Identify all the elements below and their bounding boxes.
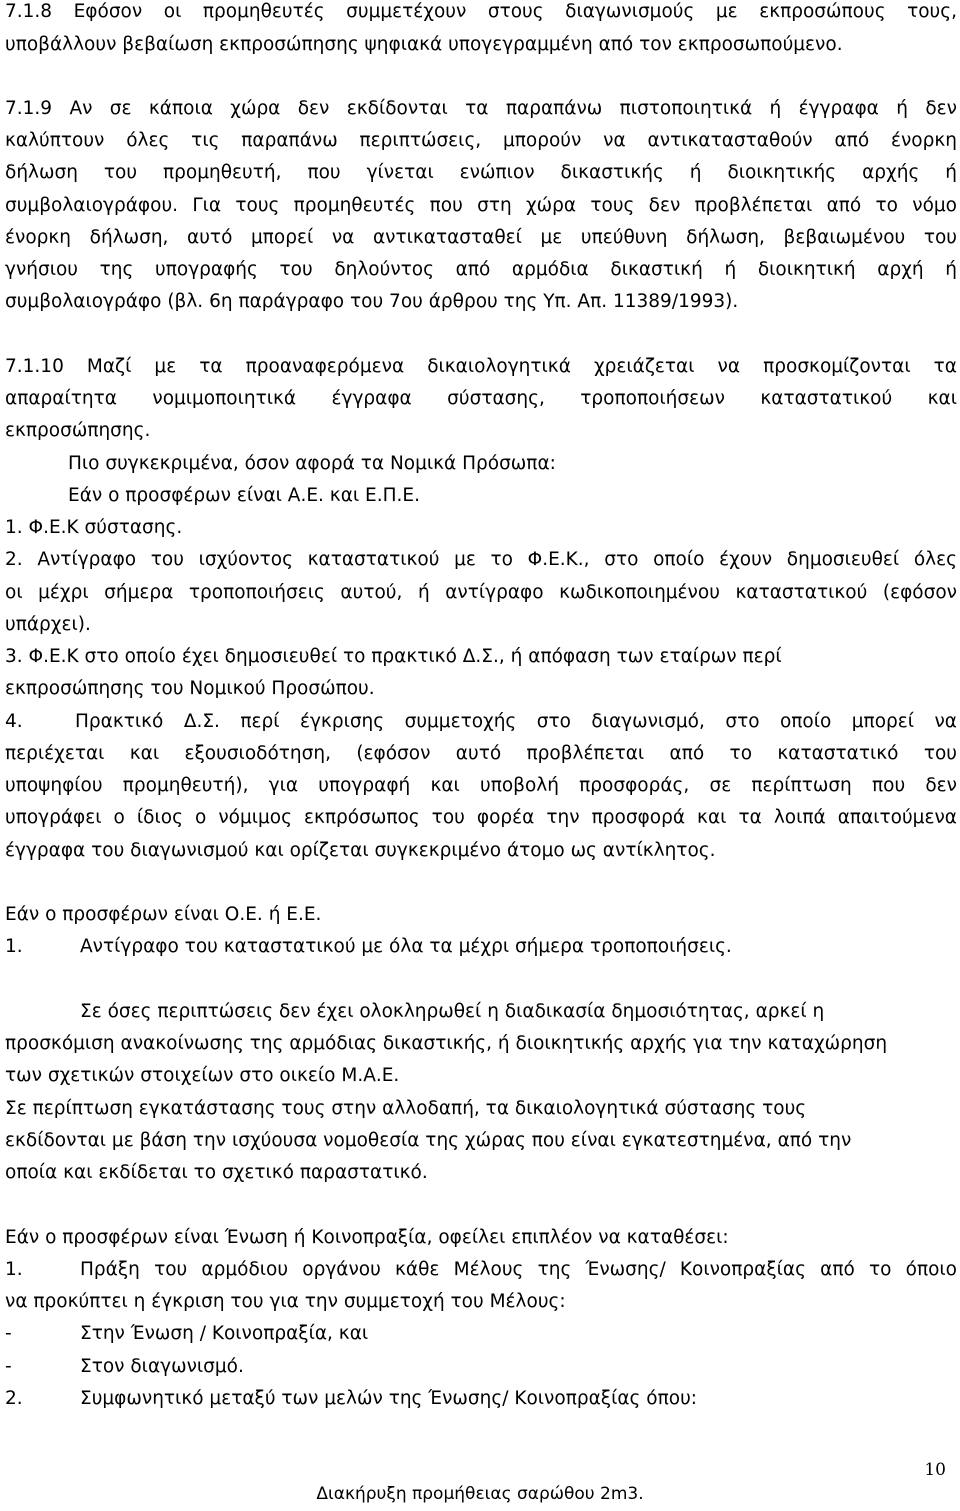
ae-epe-heading: Εάν ο προσφέρων είναι Α.Ε. και Ε.Π.Ε. [68, 485, 420, 506]
ae-item-2-line: 2. Αντίγραφο του ισχύοντος καταστατικού με το Φ.Ε.Κ., στο οποίο έχουν δημοσιευθεί όλες [5, 549, 957, 570]
ae-item-4-text: Πρακτικό Δ.Σ. περί έγκρισης συμμετοχής στο διαγωνισμό, στο οποίο μπορεί να [75, 711, 957, 732]
para-719-line: συμβολαιογράφο (βλ. 6η παράγραφο του 7ου άρθρου της Υπ. Απ. 11389/1993). [5, 291, 739, 312]
ae-item-4-line: έγγραφα του διαγωνισμού και ορίζεται συγκεκριμένο άτομο ως αντίκλητος. [5, 840, 716, 861]
jv-item-1-line [5, 1258, 957, 1282]
jv-dash-2-text: Στον διαγωνισμό. [80, 1356, 244, 1377]
page-footer: Διακήρυξη προμήθειας σαρώθου 2m3. [316, 1484, 644, 1504]
para-719-line: ένορκη δήλωση, αυτό μπορεί να αντικατασταθεί με υπεύθυνη δήλωση, βεβαιωμένου του [5, 227, 957, 248]
gemi-line: των σχετικών στοιχείων στο οικείο Μ.Α.Ε. [5, 1065, 400, 1086]
para-718-line: υποβάλλουν βεβαίωση εκπροσώπησης ψηφιακά υπογεγραμμένη από τον εκπροσωπούμενο. [5, 34, 843, 55]
para-7110-line: 7.1.10 Μαζί με τα προαναφερόμενα δικαιολογητικά χρειάζεται να προσκομίζονται τα [5, 356, 957, 377]
para-718-line: 7.1.8 Εφόσον οι προμηθευτές συμμετέχουν στους διαγωνισμούς με εκπροσώπους τους, [5, 1, 957, 22]
foreign-line: οποία και εκδίδεται το σχετικό παραστατικό. [5, 1162, 428, 1183]
ae-item-2-line: υπάρχει). [5, 614, 91, 635]
dash-marker: - [5, 1323, 12, 1344]
para-719-line: γνήσιου της υπογραφής του δηλούντος από αρμόδια δικαστική ή διοικητική αρχή ή [5, 259, 957, 280]
foreign-line: εκδίδονται με βάση την ισχύουσα νομοθεσία της χώρας που είναι εγκατεστημένα, από την [5, 1130, 852, 1151]
ae-item-4-line: υποψηφίου προμηθευτή), για υπογραφή και υποβολή προσφοράς, σε περίπτωση που δεν [5, 775, 957, 796]
ae-item-4-line: περιέχεται και εξουσιοδότηση, (εφόσον αυτό προβλέπεται από το καταστατικό του [5, 743, 957, 764]
dash-marker: - [5, 1356, 12, 1377]
jv-item-2-text: Συμφωνητικό μεταξύ των μελών της Ένωσης/ Κοινοπραξίας όπου: [80, 1388, 698, 1409]
ae-item-1: 1. Φ.Ε.Κ σύστασης. [5, 517, 183, 538]
jv-item-2-number: 2. [5, 1388, 23, 1409]
oe-item-1-text: Αντίγραφο του καταστατικού με όλα τα μέχρι σήμερα τροποποιήσεις. [80, 936, 732, 957]
oe-item-1-number: 1. [5, 936, 23, 957]
oe-ee-heading: Εάν ο προσφέρων είναι Ο.Ε. ή Ε.Ε. [5, 904, 322, 925]
para-719-line: συμβολαιογράφου. Για τους προμηθευτές που στη χώρα τους δεν προβλέπεται από το νόμο [5, 195, 957, 216]
jv-item-1-number: 1. [5, 1259, 23, 1280]
ae-item-3-line: εκπροσώπησης του Νομικού Προσώπου. [5, 678, 375, 699]
ae-item-4-line [5, 710, 957, 734]
ae-item-2-line: οι μέχρι σήμερα τροποποιήσεις αυτού, ή αντίγραφο κωδικοποιημένου καταστατικού (εφόσον [5, 582, 957, 603]
foreign-line: Σε περίπτωση εγκατάστασης τους στην αλλοδαπή, τα δικαιολογητικά σύστασης τους [5, 1098, 807, 1119]
ae-item-3-line: 3. Φ.Ε.Κ στο οποίο έχει δημοσιευθεί το πρακτικό Δ.Σ., ή απόφαση των εταίρων περί [5, 646, 782, 667]
jv-dash-1-text: Στην Ένωση / Κοινοπραξία, και [80, 1323, 369, 1344]
ae-item-4-line: υπογράφει ο ίδιος ο νόμιμος εκπρόσωπος του φορέα την προσφορά και τα λοιπά απαιτούμενα [5, 807, 957, 828]
jv-heading: Εάν ο προσφέρων είναι Ένωση ή Κοινοπραξία, οφείλει επιπλέον να καταθέσει: [5, 1227, 729, 1248]
oe-item-1 [5, 935, 957, 959]
jv-item-2 [5, 1387, 957, 1411]
para-719-line: δήλωση του προμηθευτή, που γίνεται ενώπιον δικαστικής ή διοικητικής αρχής ή [5, 162, 957, 183]
jv-item-1-text: Πράξη του αρμόδιου οργάνου κάθε Μέλους της Ένωσης/ Κοινοπραξίας από το όποιο [80, 1259, 957, 1280]
jv-item-1-line: να προκύπτει η έγκριση του για την συμμετοχή του Μέλους: [5, 1291, 566, 1312]
para-7110-line: απαραίτητα νομιμοποιητικά έγγραφα σύστασης, τροποποιήσεων καταστατικού και [5, 388, 957, 409]
gemi-line: Σε όσες περιπτώσεις δεν έχει ολοκληρωθεί η διαδικασία δημοσιότητας, αρκεί η [80, 1001, 825, 1022]
jv-dash-2 [5, 1355, 957, 1379]
para-7110-line: εκπροσώπησης. [5, 420, 151, 441]
gemi-line: προσκόμιση ανακοίνωσης της αρμόδιας δικαστικής, ή διοικητικής αρχής για την καταχώρηση [5, 1033, 888, 1054]
ae-item-4-number: 4. [5, 711, 23, 732]
jv-dash-1 [5, 1322, 957, 1346]
page-number: 10 [924, 1460, 946, 1480]
para-719-line: καλύπτουν όλες τις παραπάνω περιπτώσεις, μπορούν να αντικατασταθούν από ένορκη [5, 130, 957, 151]
para-719-line: 7.1.9 Αν σε κάποια χώρα δεν εκδίδονται τα παραπάνω πιστοποιητικά ή έγγραφα ή δεν [5, 98, 957, 119]
legal-persons-intro: Πιο συγκεκριμένα, όσον αφορά τα Νομικά Πρόσωπα: [68, 453, 556, 474]
